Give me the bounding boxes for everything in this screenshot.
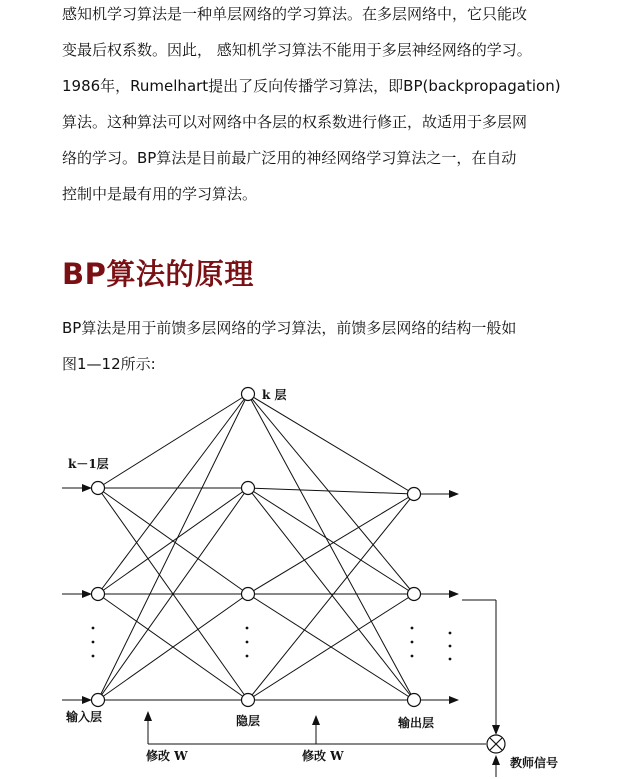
modify-w-label: 修改 W bbox=[302, 749, 344, 763]
text-line: 络的学习。BP算法是目前最广泛用的神经网络学习算法之一，在自动 bbox=[62, 149, 517, 167]
input-layer-label: 输入层 bbox=[66, 710, 103, 724]
text-line: 变最后权系数。因此， 感知机学习算法不能用于多层神经网络的学习。 bbox=[62, 41, 532, 59]
input-neuron bbox=[92, 482, 105, 495]
hidden-layer-label: 隐层 bbox=[236, 714, 261, 728]
hidden-neuron bbox=[242, 388, 255, 401]
hidden-neuron bbox=[242, 694, 255, 707]
text-line: 1986年，Rumelhart提出了反向传播学习算法，即BP(backpropagation) bbox=[62, 77, 561, 95]
output-neuron bbox=[408, 488, 421, 501]
comparator-node bbox=[487, 735, 505, 753]
text-line: 感知机学习算法是一种单层网络的学习算法。在多层网络中，它只能改 bbox=[62, 5, 528, 23]
k-minus-1-layer-label: k－1层 bbox=[68, 457, 109, 471]
ellipsis-dots bbox=[92, 627, 452, 661]
input-neuron bbox=[92, 588, 105, 601]
hidden-neuron bbox=[242, 482, 255, 495]
k-layer-label: k 层 bbox=[262, 388, 287, 402]
output-neuron bbox=[408, 694, 421, 707]
teacher-signal-label: 教师信号 bbox=[510, 756, 559, 770]
output-neuron bbox=[408, 588, 421, 601]
output-layer-label: 输出层 bbox=[398, 716, 435, 730]
text-line: 图1—12所示: bbox=[62, 355, 156, 373]
text-line: BP算法是用于前馈多层网络的学习算法，前馈多层网络的结构一般如 bbox=[62, 319, 517, 337]
connection-lines bbox=[98, 394, 414, 700]
hidden-neuron bbox=[242, 588, 255, 601]
text-line: 控制中是最有用的学习算法。 bbox=[62, 185, 258, 203]
output-arrows bbox=[421, 494, 458, 700]
modify-w-label: 修改 W bbox=[146, 749, 188, 763]
section-heading: BP算法的原理 bbox=[62, 257, 254, 291]
text-line: 算法。这种算法可以对网络中各层的权系数进行修正，故适用于多层网 bbox=[62, 113, 528, 131]
input-neuron bbox=[92, 694, 105, 707]
input-arrows bbox=[62, 488, 91, 700]
